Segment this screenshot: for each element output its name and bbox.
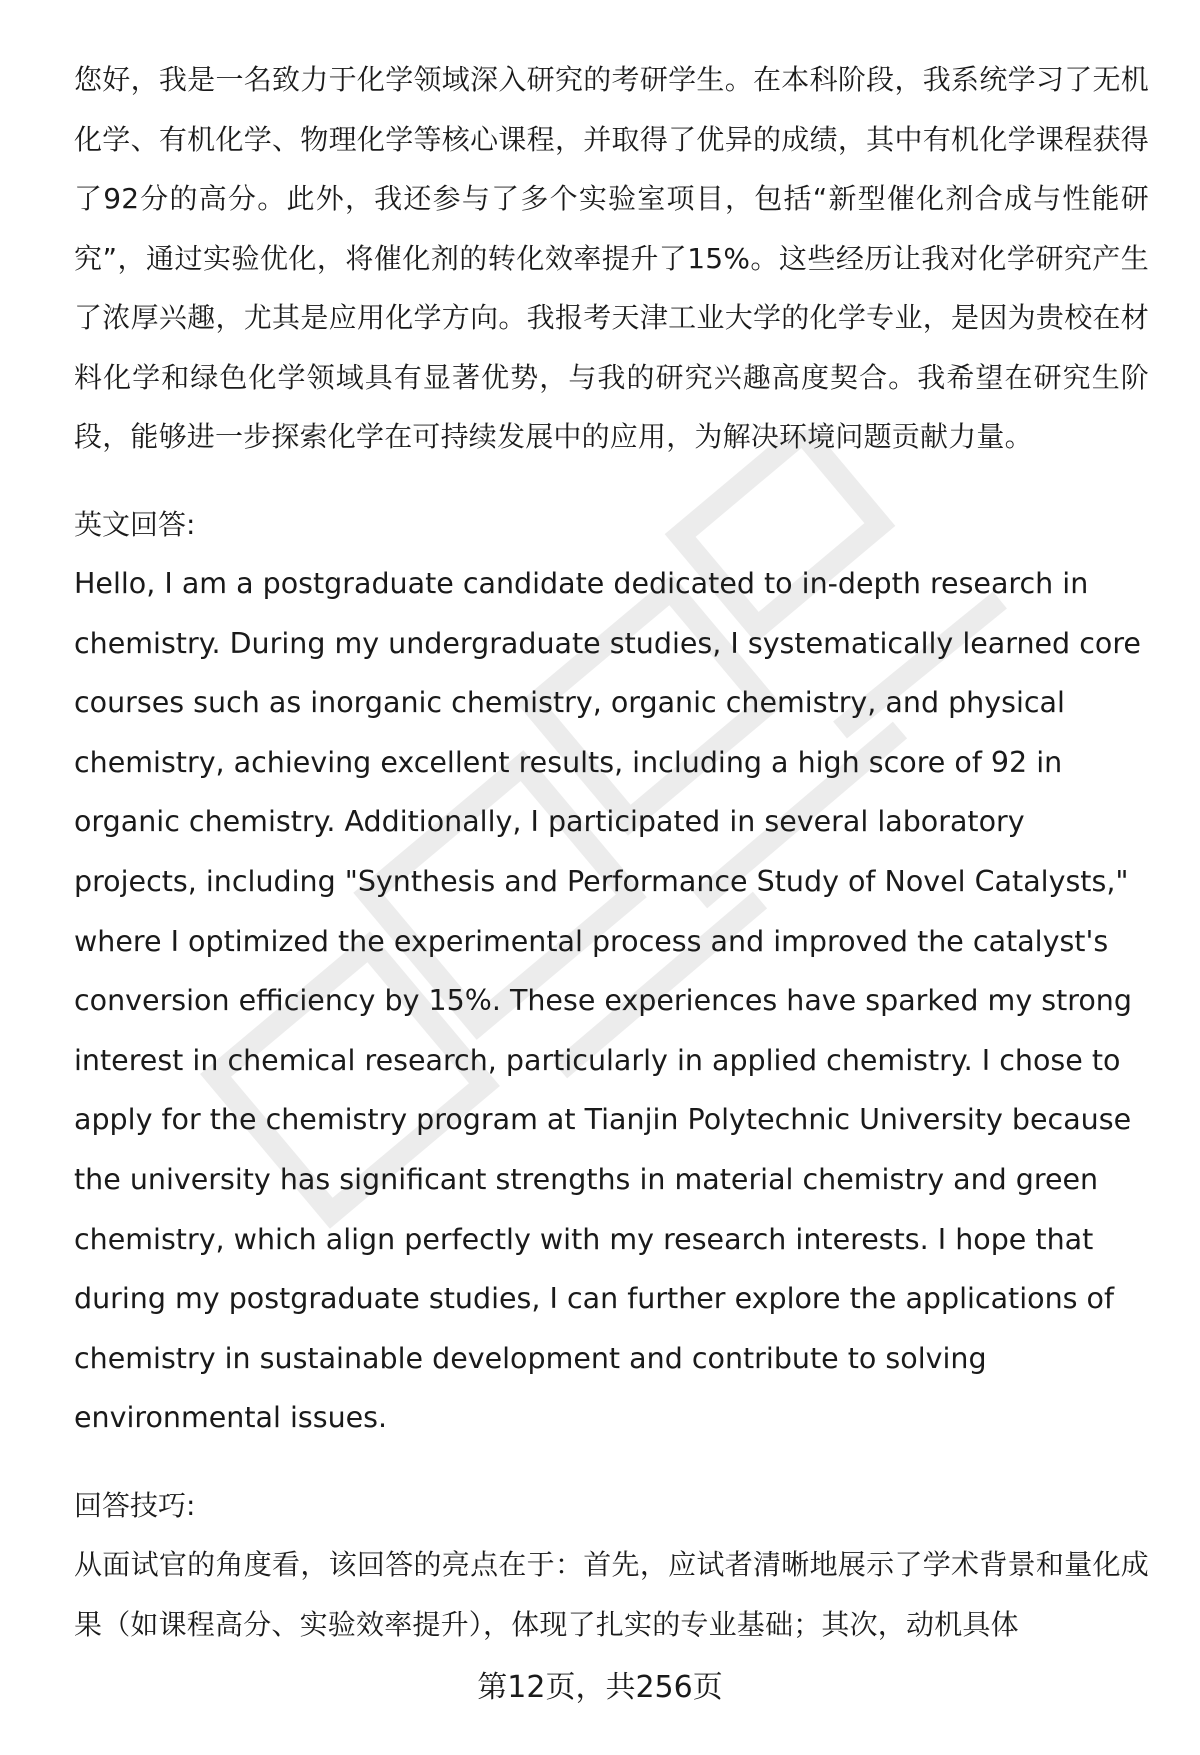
chinese-answer-paragraph: 您好，我是一名致力于化学领域深入研究的考研学生。在本科阶段，我系统学习了无机化学、有机化学、物理化学等核心课程，并取得了优异的成绩，其中有机化学课程获得了92分的高分。此外，我还参与了多个实验室项目，包括“新型催化剂合成与性能研究”，通过实验优化，将催化剂的转化效率提升了15%。这些经历让我对化学研究产生了浓厚兴趣，尤其是应用化学方向。我报考天津工业大学的化学专业，是因为贵校在材料化学和绿色化学领域具有显著优势，与我的研究兴趣高度契合。我希望在研究生阶段，能够进一步探索化学在可持续发展中的应用，为解决环境问题贡献力量。: [74, 63, 1149, 453]
document-page: [74, 50, 1149, 1654]
english-answer-paragraph: Hello, I am a postgraduate candidate dedicated to in-depth research in chemistry. During my undergraduate studies, I systematically learned core courses such as inorganic chemistry, organic chemistry, and physical chemistry, achieving excellent results, including a high score of 92 in organic chemistry. Additionally, I participated in several laboratory projects, including "Synthesis and Performance Study of Novel Catalysts," where I optimized the experimental process and improved the catalyst's conversion efficiency by 15%. These experiences have sparked my strong interest in chemical research, particularly in applied chemistry. I chose to apply for the chemistry program at Tianjin Polytechnic University because the university has significant strengths in material chemistry and green chemistry, which align perfectly with my research interests. I hope that during my postgraduate studies, I can further explore the applications of chemistry in sustainable development and contribute to solving environmental issues.: [74, 567, 1141, 1435]
english-answer-heading: 英文回答:: [74, 507, 196, 541]
answer-tips-heading: 回答技巧:: [74, 1488, 196, 1522]
page-number-footer: 第12页，共256页: [477, 1670, 723, 1705]
answer-tips-paragraph: 从面试官的角度看，该回答的亮点在于：首先，应试者清晰地展示了学术背景和量化成果（如课程高分、实验效率提升），体现了扎实的专业基础；其次，动机具体: [74, 1548, 1149, 1641]
